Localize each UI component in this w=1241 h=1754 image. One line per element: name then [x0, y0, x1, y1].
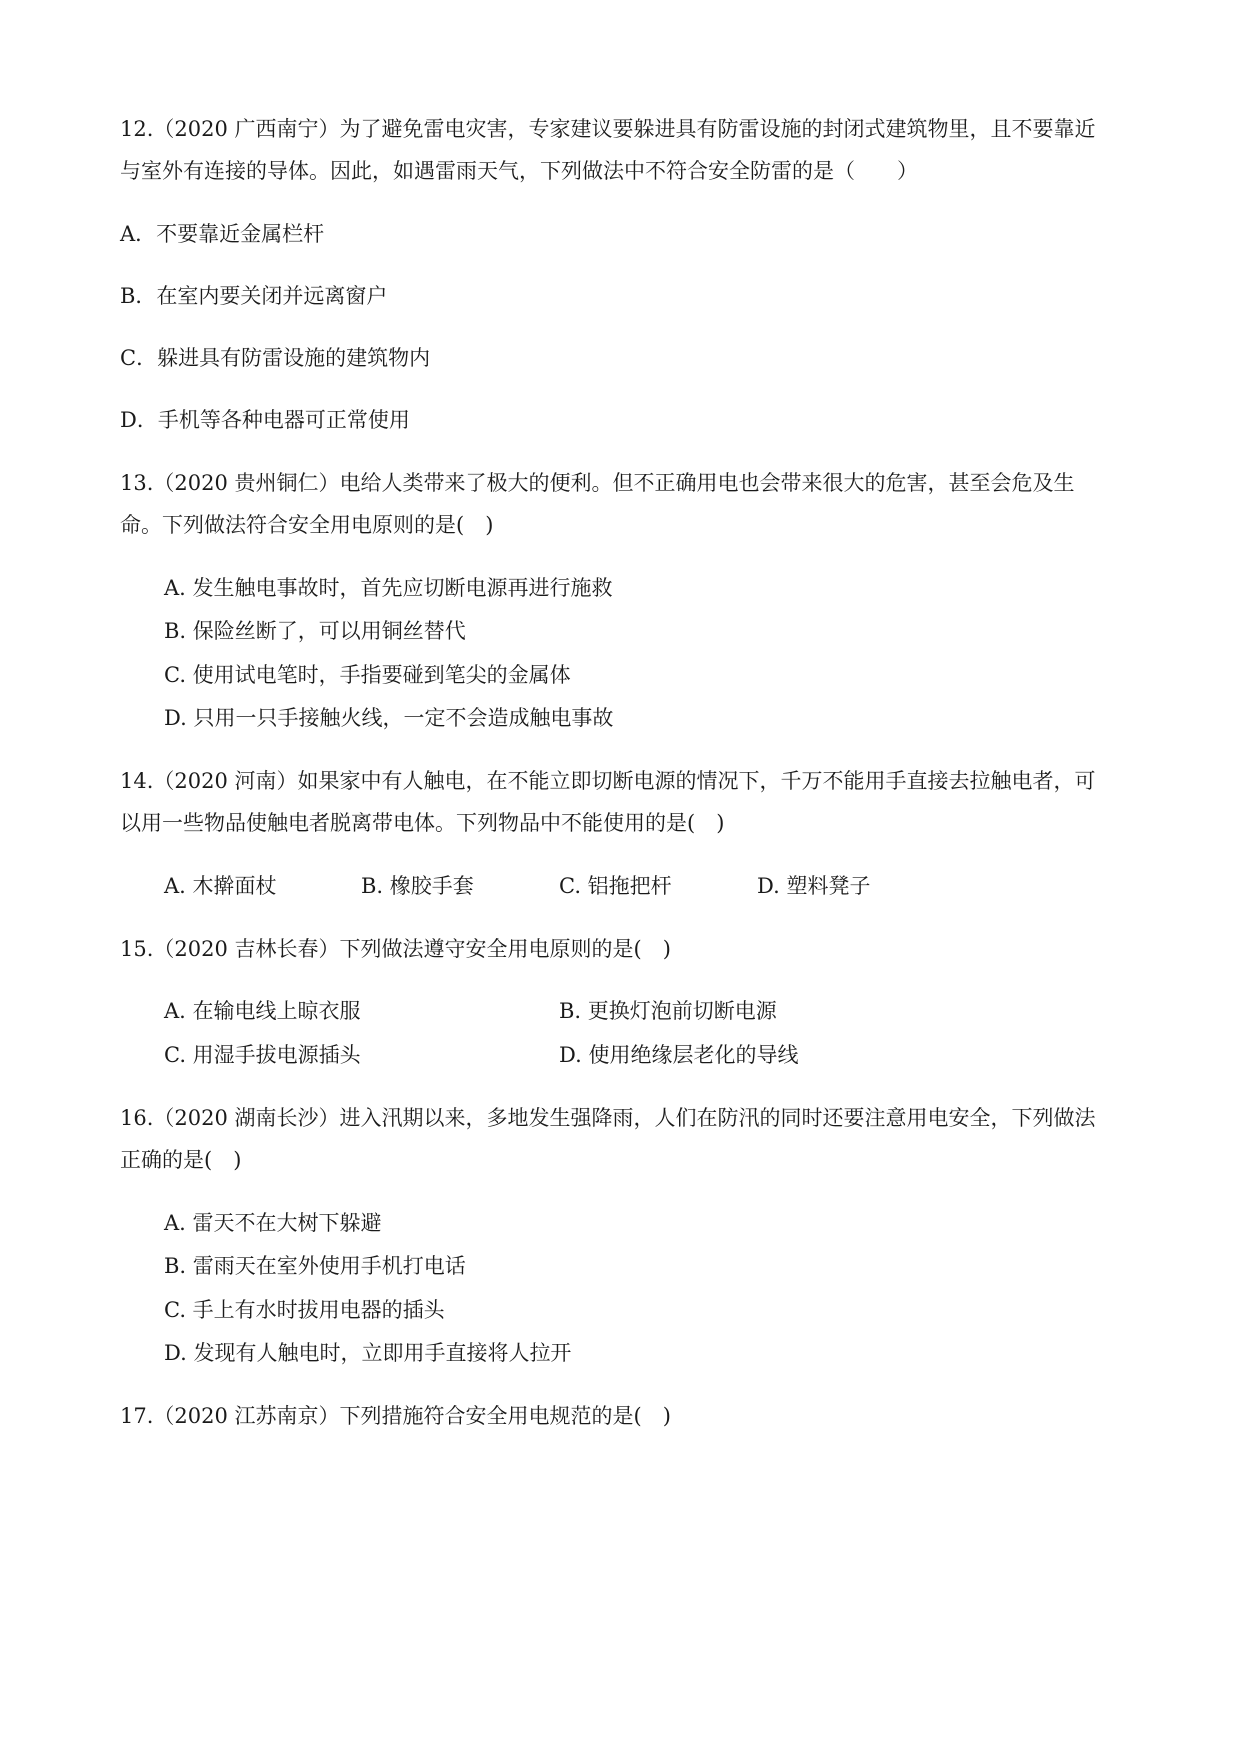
question-16-option-b: B. 雷雨天在室外使用手机打电话	[164, 1254, 466, 1278]
question-13-line-1: 13.（2020 贵州铜仁）电给人类带来了极大的便利。但不正确用电也会带来很大的危害，甚至会危及生	[120, 471, 1075, 495]
question-17-line-1: 17.（2020 江苏南京）下列措施符合安全用电规范的是( )	[120, 1404, 671, 1428]
question-14-option-a: A. 木擀面杖	[164, 874, 277, 898]
question-13-line-2: 命。下列做法符合安全用电原则的是( )	[120, 513, 494, 537]
question-15-option-b: B. 更换灯泡前切断电源	[559, 999, 777, 1023]
question-16-option-d: D. 发现有人触电时，立即用手直接将人拉开	[164, 1341, 572, 1365]
question-13-option-c: C. 使用试电笔时，手指要碰到笔尖的金属体	[164, 663, 571, 687]
question-14-option-b: B. 橡胶手套	[361, 874, 474, 898]
question-14-line-1: 14.（2020 河南）如果家中有人触电，在不能立即切断电源的情况下，千万不能用手直接去拉触电者，可	[120, 769, 1096, 793]
question-13-option-a: A. 发生触电事故时，首先应切断电源再进行施救	[164, 576, 613, 600]
question-13-option-d: D. 只用一只手接触火线，一定不会造成触电事故	[164, 706, 614, 730]
question-15-option-a: A. 在输电线上晾衣服	[164, 999, 361, 1023]
question-12-option-a: A．不要靠近金属栏杆	[120, 222, 325, 246]
question-16-line-1: 16.（2020 湖南长沙）进入汛期以来，多地发生强降雨，人们在防汛的同时还要注意用电安全，下列做法	[120, 1106, 1096, 1130]
question-12-line-1: 12.（2020 广西南宁）为了避免雷电灾害，专家建议要躲进具有防雷设施的封闭式建筑物里，且不要靠近	[120, 117, 1096, 141]
question-14-line-2: 以用一些物品使触电者脱离带电体。下列物品中不能使用的是( )	[120, 811, 725, 835]
question-12-line-2: 与室外有连接的导体。因此，如遇雷雨天气，下列做法中不符合安全防雷的是（ ）	[120, 159, 918, 183]
question-15-option-c: C. 用湿手拔电源插头	[164, 1043, 361, 1067]
question-12-option-b: B．在室内要关闭并远离窗户	[120, 284, 388, 308]
question-12-option-c: C．躲进具有防雷设施的建筑物内	[120, 346, 431, 370]
question-16-option-a: A. 雷天不在大树下躲避	[164, 1211, 382, 1235]
question-12-option-d: D．手机等各种电器可正常使用	[120, 408, 410, 432]
question-15-option-d: D. 使用绝缘层老化的导线	[559, 1043, 799, 1067]
question-15-line-1: 15.（2020 吉林长春）下列做法遵守安全用电原则的是( )	[120, 937, 671, 961]
question-16-line-2: 正确的是( )	[120, 1148, 242, 1172]
question-16-option-c: C. 手上有水时拔用电器的插头	[164, 1298, 445, 1322]
question-14-option-d: D. 塑料凳子	[757, 874, 871, 898]
question-14-option-c: C. 铝拖把杆	[559, 874, 672, 898]
question-13-option-b: B. 保险丝断了，可以用铜丝替代	[164, 619, 466, 643]
